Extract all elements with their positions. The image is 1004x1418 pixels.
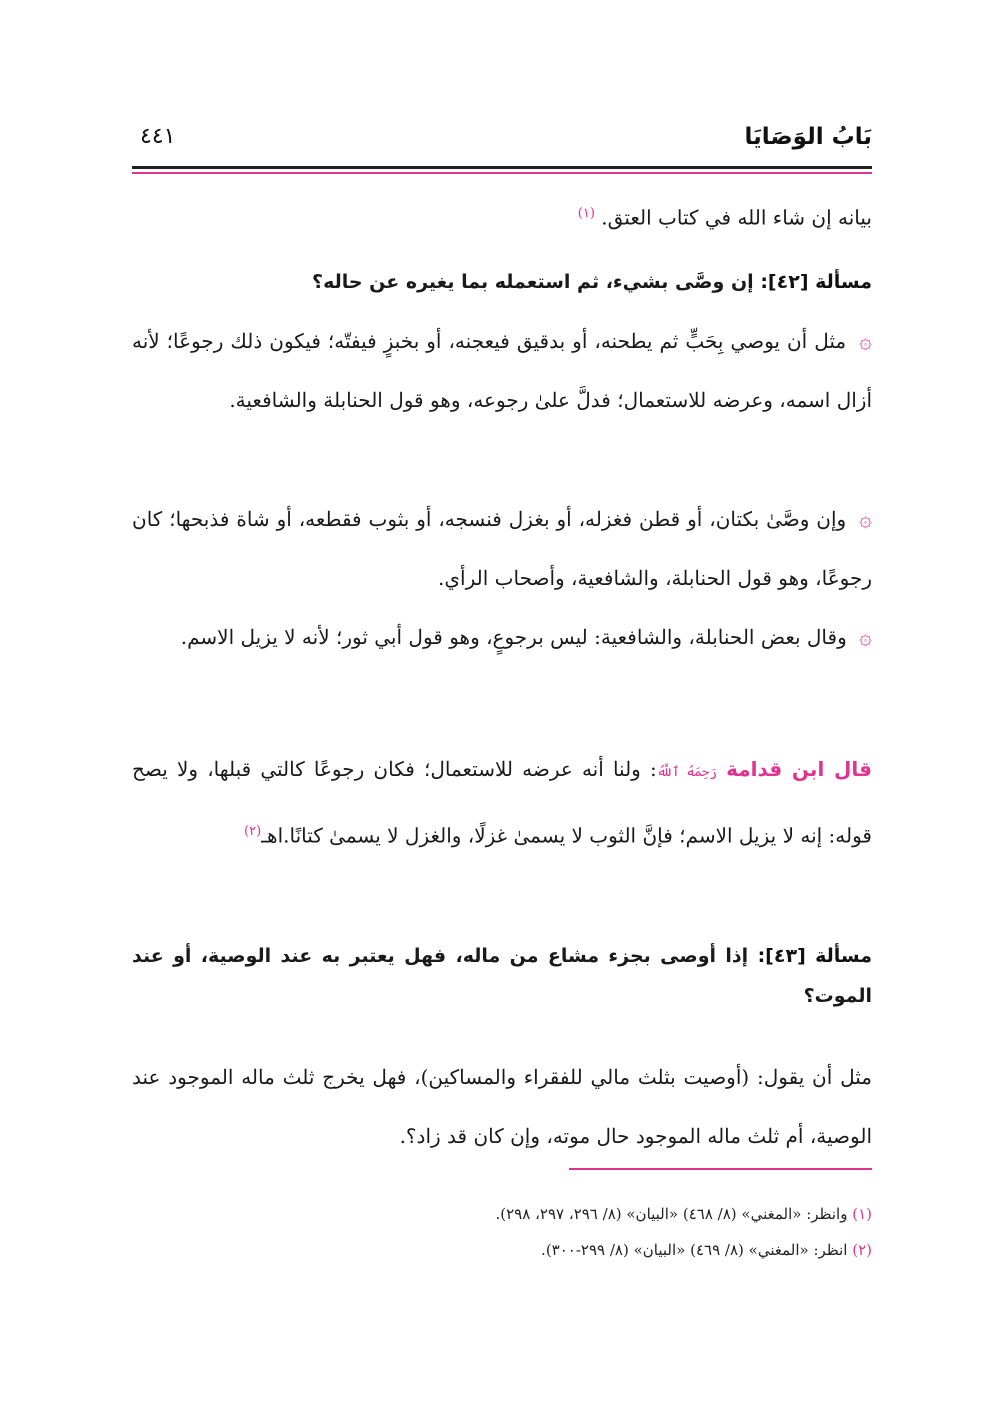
- question-43-label: مسألة [٤٣]:: [757, 945, 872, 967]
- ornament-bullet-icon: ۞: [859, 329, 872, 354]
- footnote-1: [132, 1202, 872, 1226]
- quote-paragraph: [132, 740, 872, 866]
- footnote-1-text: وانظر: «المغني» (٨/ ٤٦٨) «البيان» (٨/ ٢٩٦، ٢٩٧، ٢٩٨).: [495, 1205, 848, 1223]
- quote-text: : ولنا أنه عرضه للاستعمال؛ فكان رجوعًا كالتي قبلها، ولا يصح قوله: إنه لا يزيل الاسم؛ فإنَّ الثوب لا يسمىٰ غزلًا، والغزل لا يسمىٰ كتانًا.اهـ: [132, 757, 872, 848]
- paragraph-3: [132, 608, 872, 667]
- chapter-title: بَابُ الوَصَايَا: [744, 124, 872, 150]
- question-43-heading: [132, 936, 872, 1016]
- ornament-bullet-icon: ۞: [859, 625, 872, 650]
- footnote-ref-2: (٢): [244, 824, 262, 839]
- paragraph-2-text: وإن وصَّىٰ بكتان، أو قطن فغزله، أو بغزل فنسجه، أو بثوب فقطعه، أو شاة فذبحها؛ كان رجوعًا، وهو قول الحنابلة، والشافعية، وأصحاب الرأي.: [132, 507, 872, 590]
- question-42-text: إن وصَّى بشيء، ثم استعمله بما يغيره عن حاله؟: [312, 271, 754, 293]
- intro-text: بيانه إن شاء الله في كتاب العتق.: [601, 205, 872, 230]
- footnote-1-number: (١): [852, 1205, 872, 1223]
- paragraph-1: [132, 312, 872, 430]
- footnote-2-text: انظر: «المغني» (٨/ ٤٦٩) «البيان» (٨/ ٢٩٩-٣٠٠).: [541, 1241, 848, 1259]
- closing-text: مثل أن يقول: (أوصيت بثلث مالي للفقراء والمساكين)، فهل يخرج ثلث ماله الموجود عند الوصية، أم ثلث ماله الموجود حال موته، وإن كان قد زاد؟.: [132, 1065, 872, 1148]
- honorific-mark: رَحِمَهُ ٱللَّهُ: [656, 765, 717, 780]
- closing-paragraph: [132, 1048, 872, 1166]
- page-header: [132, 124, 872, 158]
- question-42-label: مسألة [٤٢]:: [760, 271, 872, 293]
- ornament-bullet-icon: ۞: [859, 507, 873, 532]
- paragraph-2: [132, 490, 872, 608]
- intro-paragraph: [132, 184, 872, 248]
- quote-speaker: قال ابن قدامة: [726, 757, 873, 781]
- footnote-2-number: (٢): [852, 1241, 872, 1259]
- question-42-heading: [132, 262, 872, 302]
- footnote-ref-1: (١): [577, 206, 595, 221]
- question-43-text: إذا أوصى بجزء مشاع من ماله، فهل يعتبر به عند الوصية، أو عند الموت؟: [132, 945, 872, 1007]
- footnote-rule: [569, 1168, 872, 1170]
- footnote-2: [132, 1238, 872, 1262]
- paragraph-3-text: وقال بعض الحنابلة، والشافعية: ليس برجوعٍ، وهو قول أبي ثور؛ لأنه لا يزيل الاسم.: [180, 625, 847, 649]
- header-rule-black: [132, 166, 872, 169]
- paragraph-1-text: مثل أن يوصي بِحَبٍّ ثم يطحنه، أو بدقيق فيعجنه، أو بخبزٍ فيفتّه؛ فيكون ذلك رجوعًا؛ لأنه أزال اسمه، وعرضه للاستعمال؛ فدلَّ علىٰ رجوعه، وهو قول الحنابلة والشافعية.: [132, 329, 872, 412]
- header-rule-pink: [132, 172, 872, 174]
- page-number: ٤٤١: [140, 124, 176, 149]
